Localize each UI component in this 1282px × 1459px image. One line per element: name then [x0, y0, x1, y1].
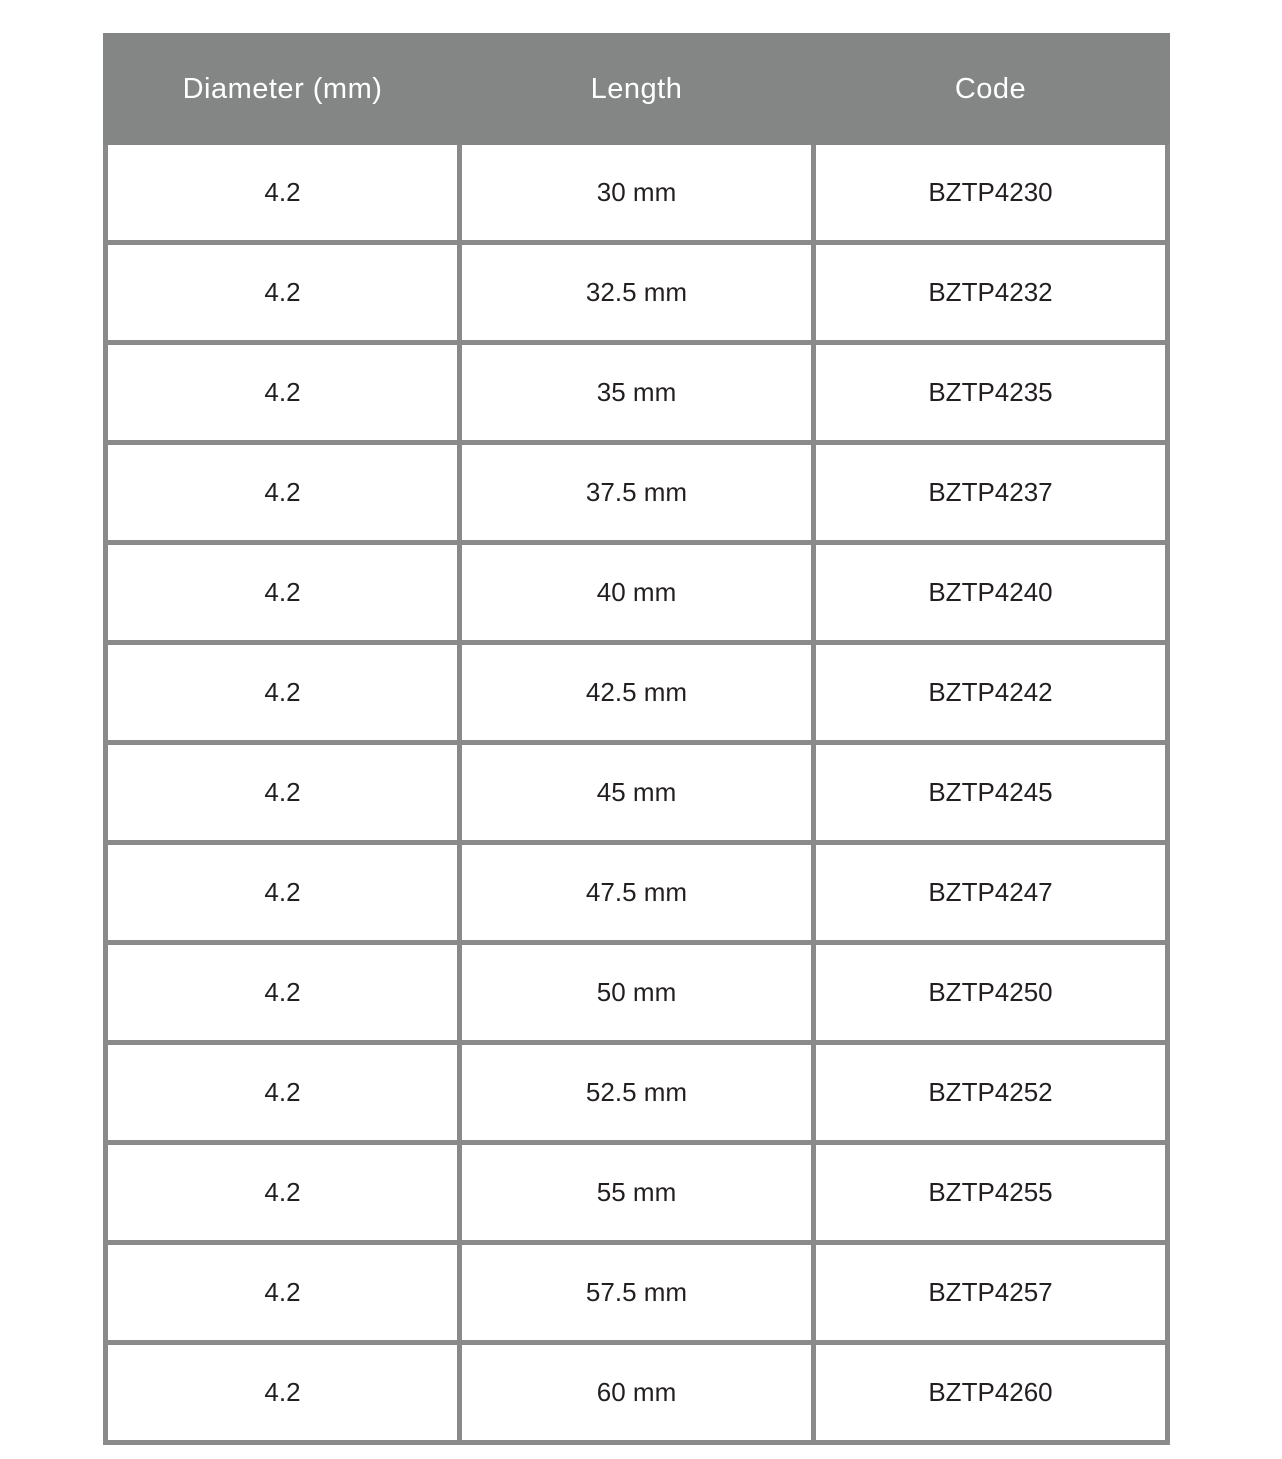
cell-diameter: 4.2 [106, 443, 460, 543]
cell-code: BZTP4257 [814, 1243, 1168, 1343]
table-header-row [106, 36, 1168, 143]
cell-length: 32.5 mm [460, 243, 814, 343]
cell-diameter: 4.2 [106, 843, 460, 943]
table-row [106, 743, 1168, 843]
cell-diameter: 4.2 [106, 143, 460, 243]
cell-length: 37.5 mm [460, 443, 814, 543]
product-spec-table [103, 33, 1170, 1445]
cell-diameter: 4.2 [106, 1343, 460, 1443]
cell-code: BZTP4255 [814, 1143, 1168, 1243]
cell-length: 47.5 mm [460, 843, 814, 943]
cell-diameter: 4.2 [106, 1243, 460, 1343]
cell-length: 42.5 mm [460, 643, 814, 743]
cell-code: BZTP4242 [814, 643, 1168, 743]
cell-length: 60 mm [460, 1343, 814, 1443]
cell-diameter: 4.2 [106, 343, 460, 443]
cell-length: 50 mm [460, 943, 814, 1043]
cell-diameter: 4.2 [106, 1143, 460, 1243]
cell-length: 55 mm [460, 1143, 814, 1243]
cell-diameter: 4.2 [106, 1043, 460, 1143]
cell-length: 57.5 mm [460, 1243, 814, 1343]
cell-code: BZTP4260 [814, 1343, 1168, 1443]
cell-length: 40 mm [460, 543, 814, 643]
cell-diameter: 4.2 [106, 943, 460, 1043]
cell-code: BZTP4240 [814, 543, 1168, 643]
table-row [106, 543, 1168, 643]
cell-diameter: 4.2 [106, 643, 460, 743]
column-header-code: Code [814, 36, 1168, 143]
table-row [106, 1143, 1168, 1243]
cell-diameter: 4.2 [106, 243, 460, 343]
cell-length: 30 mm [460, 143, 814, 243]
table-row [106, 143, 1168, 243]
cell-code: BZTP4237 [814, 443, 1168, 543]
cell-length: 35 mm [460, 343, 814, 443]
table-row [106, 1343, 1168, 1443]
column-header-length: Length [460, 36, 814, 143]
cell-diameter: 4.2 [106, 743, 460, 843]
table-row [106, 843, 1168, 943]
table-row [106, 343, 1168, 443]
table-row [106, 943, 1168, 1043]
cell-diameter: 4.2 [106, 543, 460, 643]
cell-length: 45 mm [460, 743, 814, 843]
cell-code: BZTP4232 [814, 243, 1168, 343]
table-row [106, 1243, 1168, 1343]
cell-code: BZTP4230 [814, 143, 1168, 243]
cell-length: 52.5 mm [460, 1043, 814, 1143]
table-row [106, 1043, 1168, 1143]
cell-code: BZTP4250 [814, 943, 1168, 1043]
column-header-diameter: Diameter (mm) [106, 36, 460, 143]
cell-code: BZTP4245 [814, 743, 1168, 843]
cell-code: BZTP4247 [814, 843, 1168, 943]
cell-code: BZTP4252 [814, 1043, 1168, 1143]
cell-code: BZTP4235 [814, 343, 1168, 443]
table-row [106, 643, 1168, 743]
table-row [106, 443, 1168, 543]
table-row [106, 243, 1168, 343]
